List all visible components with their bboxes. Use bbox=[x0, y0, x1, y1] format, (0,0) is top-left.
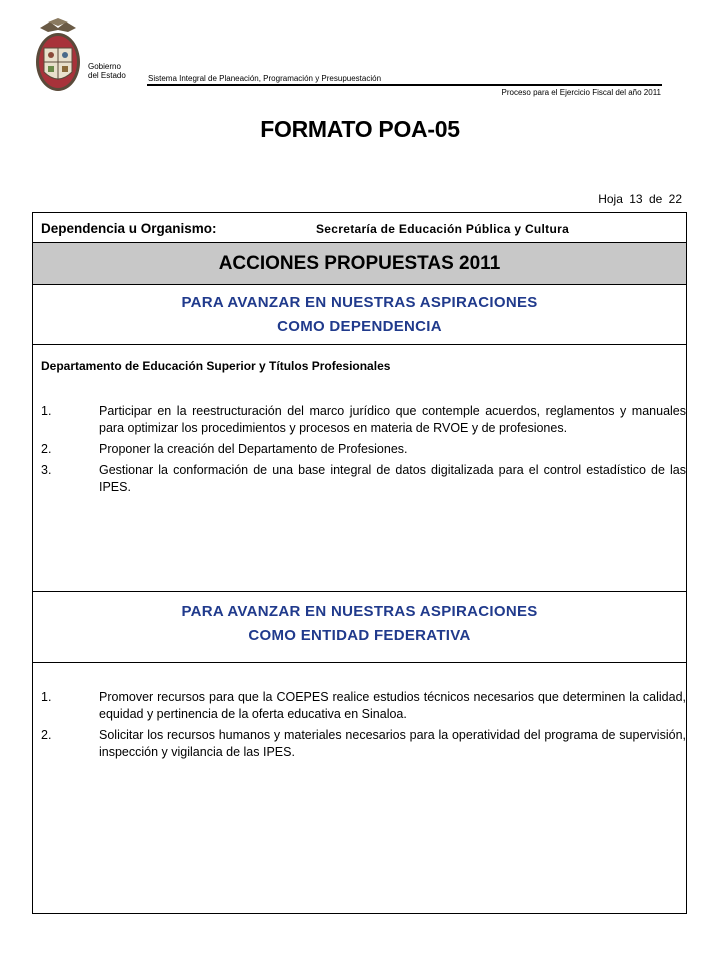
dependency-label: Dependencia u Organismo: bbox=[41, 221, 217, 236]
actions-header: ACCIONES PROPUESTAS 2011 bbox=[33, 243, 686, 285]
section-entidad-heading: PARA AVANZAR EN NUESTRAS ASPIRACIONES COMO ENTIDAD FEDERATIVA bbox=[33, 591, 686, 663]
page-indicator: Hoja 13 de 22 bbox=[598, 192, 682, 206]
list-item: 1. Promover recursos para que la COEPES realice estudios técnicos necesarios que determinen la calidad, equidad y pertinencia de la oferta educativa en Sinaloa. bbox=[41, 690, 686, 721]
state-seal-icon bbox=[34, 18, 82, 96]
list-item: 2. Proponer la creación del Departamento de Profesiones. bbox=[41, 442, 408, 456]
list-item: 3. Gestionar la conformación de una base integral de datos digitalizada para el control estadístico de las IPES. bbox=[41, 463, 686, 494]
dependency-row bbox=[33, 213, 686, 243]
system-name: Sistema Integral de Planeación, Programación y Presupuestación bbox=[148, 74, 382, 83]
dependency-value: Secretaría de Educación Pública y Cultura bbox=[316, 222, 570, 236]
page-title: FORMATO POA-05 bbox=[260, 116, 460, 142]
entidad-actions-list bbox=[41, 689, 686, 765]
dependencia-actions-list bbox=[41, 403, 686, 500]
department-title: Departamento de Educación Superior y Títulos Profesionales bbox=[41, 359, 391, 373]
gobierno-label: Gobierno del Estado bbox=[88, 62, 126, 80]
form-frame bbox=[32, 212, 687, 914]
section-dependencia-heading: PARA AVANZAR EN NUESTRAS ASPIRACIONES COMO DEPENDENCIA bbox=[33, 285, 686, 345]
header-divider bbox=[147, 84, 662, 86]
list-item: 2. Solicitar los recursos humanos y materiales necesarios para la operatividad del programa de supervisión, inspección y vigilancia de las IPES. bbox=[41, 728, 686, 759]
list-item: 1. Participar en la reestructuración del marco jurídico que contemple acuerdos, reglamentos y manuales para optimizar los procedimientos y procesos en materia de RVOE y de profesiones. bbox=[41, 404, 686, 435]
process-label: Proceso para el Ejercicio Fiscal del año 2011 bbox=[501, 88, 661, 97]
